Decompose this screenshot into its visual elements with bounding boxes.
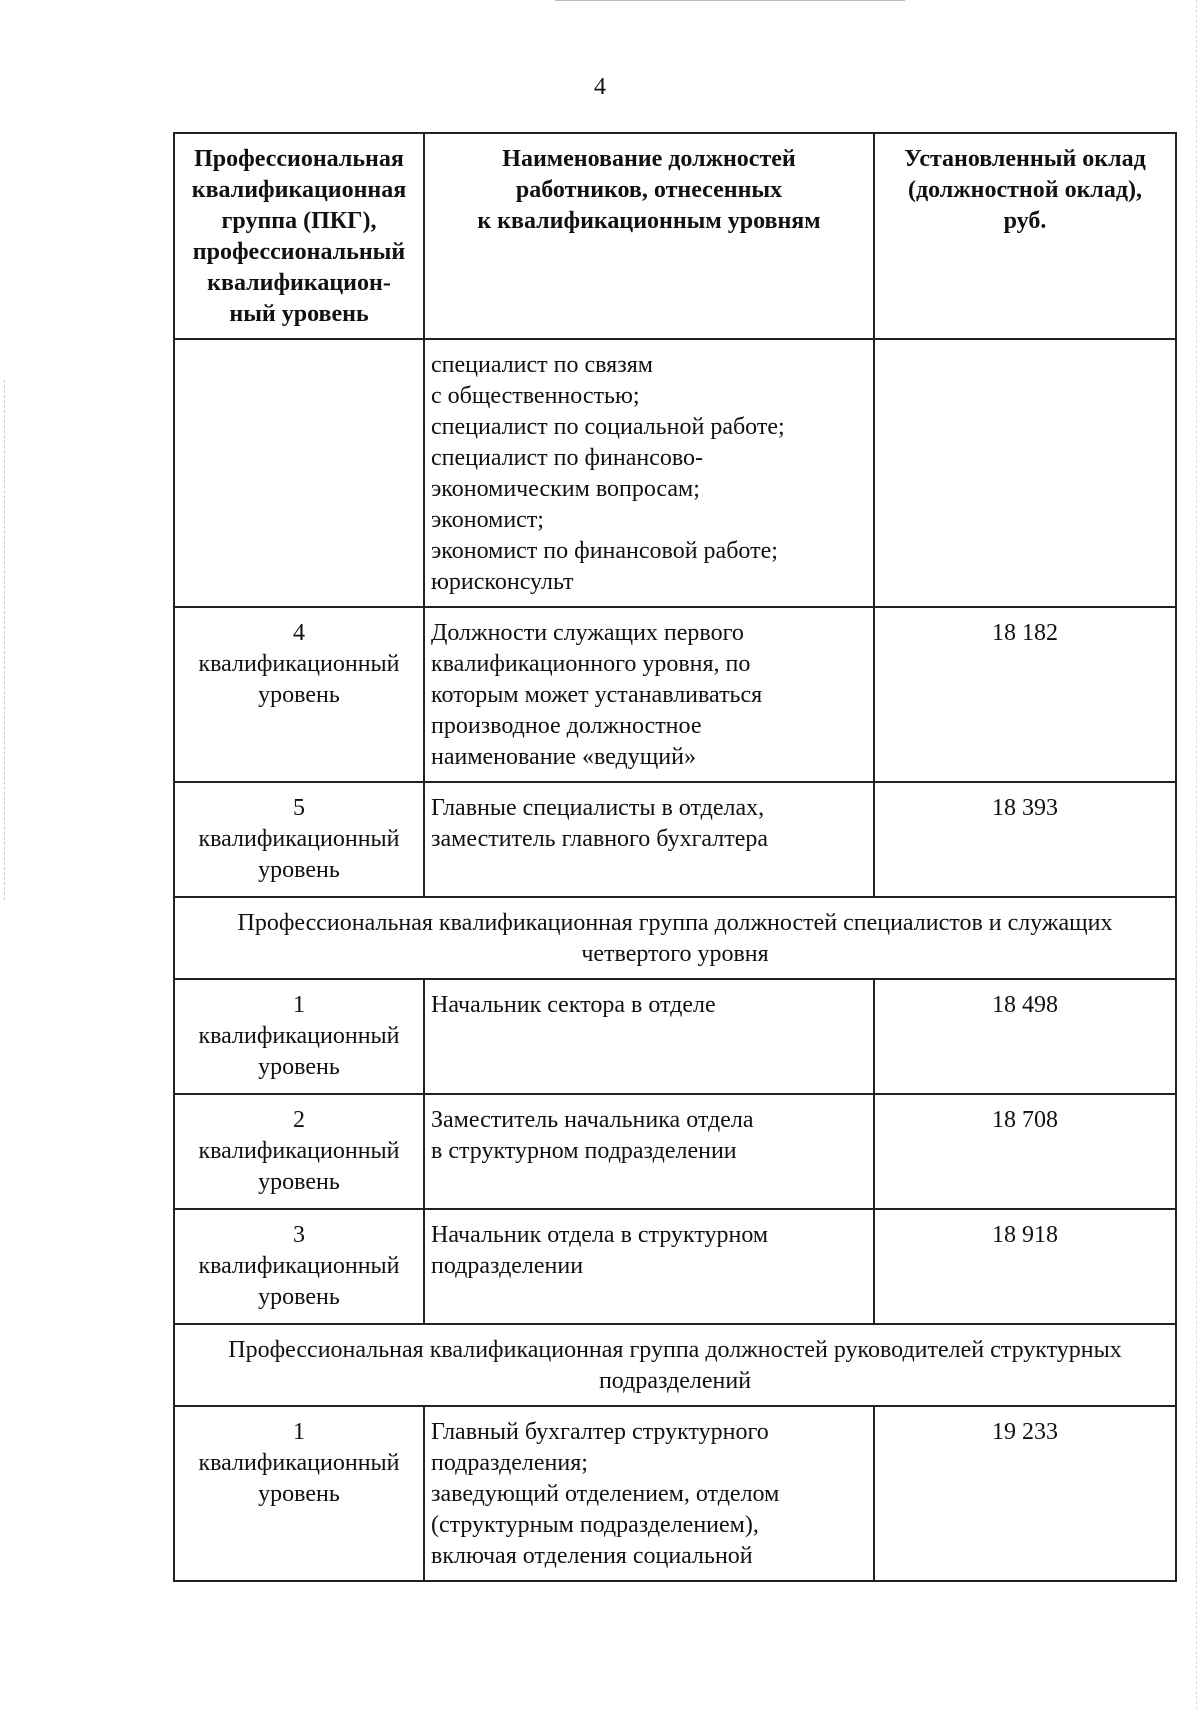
header-line: Установленный оклад xyxy=(904,146,1146,172)
position-names-cell xyxy=(424,1209,874,1324)
salary-cell: 18 708 xyxy=(874,1094,1176,1209)
position-name: Должности служащих первого xyxy=(431,620,744,646)
position-name: Главные специалисты в отделах, xyxy=(431,795,765,821)
header-line: группа (ПКГ), xyxy=(221,208,377,234)
level-word: квалификационный xyxy=(198,1138,400,1164)
group-heading xyxy=(174,897,1176,979)
scan-edge-left xyxy=(4,380,6,900)
page-number: 4 xyxy=(594,74,606,100)
position-name: в структурном подразделении xyxy=(431,1138,737,1164)
salary-cell: 18 918 xyxy=(874,1209,1176,1324)
position-name: Главный бухгалтер структурного xyxy=(431,1419,769,1445)
position-name: Начальник отдела в структурном xyxy=(431,1222,769,1248)
level-word: уровень xyxy=(258,857,340,883)
position-name: подразделении xyxy=(431,1253,584,1279)
position-name: которым может устанавливаться xyxy=(431,682,763,708)
header-line: работников, отнесенных xyxy=(515,177,783,203)
level-number: 1 xyxy=(293,1419,305,1445)
level-word: квалификационный xyxy=(198,1023,400,1049)
salary-cell: 18 498 xyxy=(874,979,1176,1094)
position-name: Начальник сектора в отделе xyxy=(431,992,716,1018)
table-row xyxy=(174,1209,1176,1324)
position-name: заведующий отделением, отделом xyxy=(431,1481,780,1507)
level-word: уровень xyxy=(258,682,340,708)
table-row xyxy=(174,607,1176,782)
level-word: уровень xyxy=(258,1481,340,1507)
header-line: Наименование должностей xyxy=(502,146,796,172)
position-name: заместитель главного бухгалтера xyxy=(431,826,769,852)
position-name: специалист по социальной работе; xyxy=(431,414,785,440)
position-name: включая отделения социальной xyxy=(431,1543,753,1569)
position-name: экономист; xyxy=(431,507,544,533)
level-number: 5 xyxy=(293,795,305,821)
position-names-cell xyxy=(424,607,874,782)
level-word: квалификационный xyxy=(198,1450,400,1476)
position-names-cell xyxy=(424,1406,874,1581)
position-name: квалификационного уровня, по xyxy=(431,651,751,677)
position-names-cell xyxy=(424,979,874,1094)
scan-edge-top xyxy=(555,0,905,2)
position-name: специалист по финансово- xyxy=(431,445,704,471)
table-header-row xyxy=(174,133,1176,339)
header-line: Профессиональная xyxy=(194,146,404,172)
position-name: специалист по связям xyxy=(431,352,653,378)
position-names-cell xyxy=(424,339,874,607)
level-number: 3 xyxy=(293,1222,305,1248)
level-cell xyxy=(174,1406,424,1581)
header-line: ный уровень xyxy=(229,301,369,327)
header-line: квалификацион- xyxy=(207,270,391,296)
header-line: квалификационная xyxy=(191,177,407,203)
position-name: экономист по финансовой работе; xyxy=(431,538,778,564)
position-names-cell xyxy=(424,1094,874,1209)
salary-cell: 18 393 xyxy=(874,782,1176,897)
level-number: 4 xyxy=(293,620,305,646)
position-name: с общественностью; xyxy=(431,383,640,409)
level-cell xyxy=(174,1209,424,1324)
group-heading xyxy=(174,1324,1176,1406)
table-row xyxy=(174,339,1176,607)
position-name: наименование «ведущий» xyxy=(431,744,696,770)
position-names-cell xyxy=(424,782,874,897)
level-word: квалификационный xyxy=(198,1253,400,1279)
table-row xyxy=(174,1406,1176,1581)
level-cell-empty xyxy=(174,339,424,607)
group-heading-row xyxy=(174,897,1176,979)
level-word: уровень xyxy=(258,1169,340,1195)
table-row xyxy=(174,782,1176,897)
group-heading-line: Профессиональная квалификационная группа должностей руководителей структурных xyxy=(228,1337,1122,1363)
group-heading-line: подразделений xyxy=(598,1368,752,1394)
header-salary xyxy=(874,133,1176,339)
level-cell xyxy=(174,782,424,897)
salary-table xyxy=(173,132,1177,1582)
level-word: квалификационный xyxy=(198,651,400,677)
level-number: 1 xyxy=(293,992,305,1018)
position-name: экономическим вопросам; xyxy=(431,476,700,502)
header-line: к квалификационным уровням xyxy=(477,208,821,234)
level-number: 2 xyxy=(293,1107,305,1133)
header-line: (должностной оклад), xyxy=(907,177,1143,203)
position-name: производное должностное xyxy=(431,713,702,739)
group-heading-line: четвертого уровня xyxy=(581,941,769,967)
position-name: (структурным подразделением), xyxy=(431,1512,759,1538)
position-name: подразделения; xyxy=(431,1450,588,1476)
level-word: уровень xyxy=(258,1054,340,1080)
header-line: профессиональный xyxy=(192,239,406,265)
scan-edge-right xyxy=(1196,0,1198,1709)
level-cell xyxy=(174,979,424,1094)
group-heading-row xyxy=(174,1324,1176,1406)
header-pkg-level xyxy=(174,133,424,339)
position-name: юрисконсульт xyxy=(431,569,574,595)
level-word: квалификационный xyxy=(198,826,400,852)
level-word: уровень xyxy=(258,1284,340,1310)
table-row xyxy=(174,979,1176,1094)
level-cell xyxy=(174,607,424,782)
table-row xyxy=(174,1094,1176,1209)
level-cell xyxy=(174,1094,424,1209)
position-name: Заместитель начальника отдела xyxy=(431,1107,754,1133)
group-heading-line: Профессиональная квалификационная группа должностей специалистов и служащих xyxy=(237,910,1113,936)
header-position-names xyxy=(424,133,874,339)
salary-cell-empty xyxy=(874,339,1176,607)
header-line: руб. xyxy=(1003,208,1047,234)
salary-cell: 19 233 xyxy=(874,1406,1176,1581)
salary-cell: 18 182 xyxy=(874,607,1176,782)
